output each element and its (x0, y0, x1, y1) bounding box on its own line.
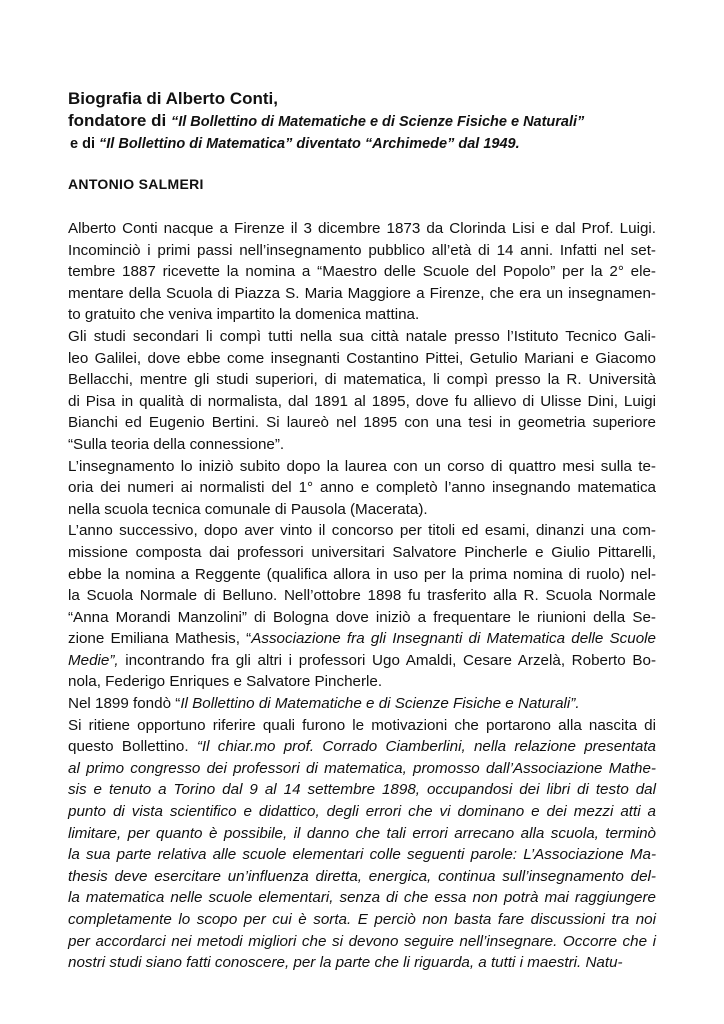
text-run: L’anno successivo, dopo aver vinto il concorso per titoli ed esami, dinanzi una com- (68, 522, 656, 540)
title-line-1: Biografia di Alberto Conti, (68, 89, 278, 108)
text-run: oria dei numeri ai normalisti del 1° anno e completò l’anno insegnando matematica (68, 479, 656, 497)
text-line (68, 715, 656, 737)
text-line (68, 887, 656, 909)
text-line (68, 477, 656, 499)
text-run: la Scuola Normale di Belluno. Nell’ottobre 1898 fu trasferito alla R. Scuola Normale (68, 587, 656, 605)
italic-run: limitare, per quanto è possibile, il danno che tali errori arrecano alla scuola, terminò (68, 824, 656, 842)
text-line (68, 391, 656, 413)
text-line (68, 456, 656, 478)
italic-run: nostri studi siano fatti conoscere, per la parte che li riguarda, a tutti i maestri. Natu- (68, 954, 623, 972)
text-run: to gratuito che veniva impartito la domenica mattina. (68, 306, 420, 324)
text-run: nella scuola tecnica comunale di Pausola (Macerata). (68, 500, 428, 518)
author-name: ANTONIO SALMERI (68, 176, 204, 192)
text-line (68, 758, 656, 780)
text-line (68, 779, 656, 801)
title-block (68, 88, 668, 155)
italic-run: per accordarci nei metodi migliori che si devono seguire nell’insegnare. Occorre che i (68, 932, 656, 950)
title-line-3 (68, 133, 668, 155)
body-text (68, 218, 656, 974)
text-run: zione Emiliana Mathesis, “ (68, 630, 252, 648)
text-line (68, 931, 656, 953)
text-line (68, 736, 656, 758)
italic-run: sis e tenuto a Torino dal 9 al 14 settembre 1898, occupandosi dei libri di testo dal (68, 781, 656, 799)
text-run: mentare della Scuola di Piazza S. Maria Maggiore a Firenze, che era un insegnamen- (68, 284, 656, 302)
text-line (68, 261, 656, 283)
title-line-3-italic: “Il Bollettino di Matematica” diventato “Archimede” dal 1949. (99, 136, 520, 152)
text-run: Nel 1899 fondò “ (68, 695, 181, 713)
italic-run: thesis deve esercitare un’influenza diretta, energica, continua sull’insegnamento del- (68, 867, 656, 885)
text-line (68, 585, 656, 607)
text-line (68, 348, 656, 370)
text-line (68, 520, 656, 542)
italic-run: completamente lo scopo per cui è sorta. E perciò non basta fare discussioni tra noi (68, 911, 656, 928)
text-line (68, 607, 656, 629)
text-run: Si ritiene opportuno riferire quali furono le motivazioni che portarono alla nascita di (68, 716, 656, 734)
text-run: questo Bollettino. (68, 738, 197, 756)
text-line (68, 693, 656, 715)
title-line-3-prefix: e di (70, 136, 100, 152)
text-line (68, 218, 656, 240)
text-line (68, 412, 656, 434)
italic-run: Il Bollettino di Matematiche e di Scienze Fisiche e Naturali”. (180, 695, 580, 713)
text-run: Bellacchi, mentre gli studi superiori, di matematica, li compì presso la R. Università (68, 371, 656, 389)
text-line (68, 542, 656, 564)
italic-run: la sua parte relativa alle scuole elementari colle seguenti parole: L’Associazione Ma- (68, 846, 656, 864)
text-run-after: incontrando fra gli altri i professori Ugo Amaldi, Cesare Arzelà, Roberto Bo- (118, 651, 656, 669)
text-line (68, 650, 656, 672)
text-run: Bianchi ed Eugenio Bertini. Si laureò nel 1895 con una tesi in geometria superiore (68, 414, 656, 432)
text-run: missione composta dai professori universitari Salvatore Pincherle e Giulio Pittarelli, (68, 543, 656, 561)
text-line (68, 304, 656, 326)
text-line (68, 434, 656, 456)
text-line (68, 909, 656, 931)
text-line (68, 369, 656, 391)
text-line (68, 952, 656, 974)
text-run: nola, Federigo Enriques e Salvatore Pincherle. (68, 673, 383, 691)
text-line (68, 671, 656, 693)
text-line (68, 240, 656, 262)
text-run: leo Galilei, dove ebbe come insegnanti Costantino Pittei, Getulio Mariani e Giacomo (68, 349, 656, 367)
text-run: “Anna Morandi Manzolini” di Bologna dove iniziò a frequentare le riunioni della Se- (68, 608, 656, 626)
text-run: Gli studi secondari li compì tutti nella sua città natale presso l’Istituto Tecnico Gali- (68, 327, 656, 345)
text-line (68, 283, 656, 305)
text-line (68, 499, 656, 521)
title-line-2 (68, 110, 668, 133)
text-line (68, 866, 656, 888)
text-run: ebbe la nomina a Reggente (qualifica allora in uso per la prima nomina di ruolo) nel- (68, 565, 656, 583)
italic-run: al primo congresso dei professori di matematica, promosso dall’Associazione Mathe- (68, 759, 656, 777)
text-run: Alberto Conti nacque a Firenze il 3 dicembre 1873 da Clorinda Lisi e dal Prof. Luigi. (68, 220, 656, 237)
text-line (68, 844, 656, 866)
title-line-2-prefix: fondatore di (68, 111, 171, 130)
text-line (68, 823, 656, 845)
text-run: “Sulla teoria della connessione”. (68, 435, 285, 453)
italic-run: punto di vista scientifico e didattico, degli errori che vi dominano e dei mezzi atti a (68, 803, 656, 821)
italic-run: la matematica nelle scuole elementari, senza di che essa non potrà mai raggiungere (68, 889, 656, 907)
italic-run: Medie”, (68, 651, 119, 669)
title-line-2-italic: “Il Bollettino di Matematiche e di Scienze Fisiche e Naturali” (170, 114, 585, 130)
text-run: L’insegnamento lo iniziò subito dopo la laurea con un corso di quattro mesi sulla te- (68, 457, 656, 475)
text-run: tembre 1887 ricevette la nomina a “Maestro delle Scuole del Popolo” per la 2° ele- (68, 263, 656, 281)
text-line (68, 564, 656, 586)
italic-run: “Il chiar.mo prof. Corrado Ciamberlini, nella relazione presentata (196, 738, 656, 756)
text-line (68, 801, 656, 823)
text-line (68, 326, 656, 348)
text-run: di Pisa in qualità di normalista, dal 1891 al 1895, dove fu allievo di Ulisse Dini, Luigi (68, 392, 656, 410)
italic-run: Associazione fra gli Insegnanti di Matematica delle Scuole (251, 630, 656, 648)
text-run: Incominciò i primi passi nell’insegnamento pubblico all’età di 14 anni. Infatti nel set- (68, 241, 656, 259)
text-line (68, 628, 656, 650)
